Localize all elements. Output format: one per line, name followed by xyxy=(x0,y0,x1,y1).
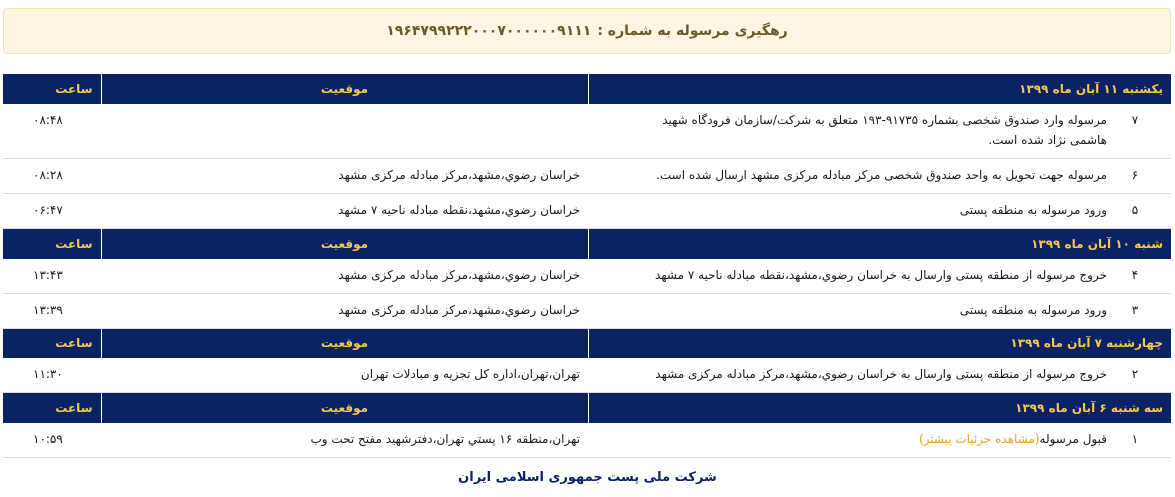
event-location: خراسان رضوي،مشهد،مرکز مبادله مرکزی مشهد xyxy=(101,259,588,294)
event-row xyxy=(3,159,1171,194)
location-column-header: موقعیت xyxy=(101,74,588,104)
location-column-header: موقعیت xyxy=(101,328,588,358)
event-description-cell xyxy=(588,104,1171,159)
day-header-row xyxy=(3,328,1171,358)
event-index: ۳ xyxy=(1131,302,1139,317)
event-description: خروج مرسوله از منطقه پستی وارسال به خراسان رضوي،مشهد،نقطه مبادله ناحيه ۷ مشهد xyxy=(655,267,1107,282)
event-location: خراسان رضوي،مشهد،نقطه مبادله ناحيه ۷ مشهد xyxy=(101,194,588,229)
event-description-cell xyxy=(588,194,1171,229)
event-time: ۰۶:۴۷ xyxy=(3,194,101,229)
time-column-header: ساعت xyxy=(3,229,101,259)
event-description-cell xyxy=(588,293,1171,328)
event-description: قبول مرسوله xyxy=(1039,431,1107,446)
event-location: تهران،منطقه ۱۶ پستي تهران،دفترشهيد مفتح تحت وب xyxy=(101,423,588,458)
event-row xyxy=(3,293,1171,328)
event-description: ورود مرسوله به منطقه پستی xyxy=(959,203,1107,217)
day-date-label: يکشنبه ۱۱ آبان ماه ۱۳۹۹ xyxy=(588,74,1171,104)
day-date-label: سه شنبه ۶ آبان ماه ۱۳۹۹ xyxy=(588,393,1171,423)
footer-company-name: شرکت ملی پست جمهوری اسلامی ایران xyxy=(458,470,717,485)
day-date-label: چهارشنبه ۷ آبان ماه ۱۳۹۹ xyxy=(588,328,1171,358)
day-date-label: شنبه ۱۰ آبان ماه ۱۳۹۹ xyxy=(588,229,1171,259)
event-time: ۰۸:۴۸ xyxy=(3,104,101,159)
time-column-header: ساعت xyxy=(3,328,101,358)
event-time: ۰۸:۲۸ xyxy=(3,159,101,194)
event-index: ۱ xyxy=(1131,431,1139,446)
event-location: تهران،تهران،اداره کل تجزيه و مبادلات تهران xyxy=(101,358,588,393)
event-row xyxy=(3,358,1171,393)
event-row xyxy=(3,104,1171,159)
banner-label: رهگیری مرسوله به شماره : xyxy=(597,23,788,39)
event-description-cell xyxy=(588,423,1171,458)
details-link[interactable]: (مشاهده جزئیات بیشتر) xyxy=(918,431,1040,446)
event-description-cell xyxy=(588,159,1171,194)
location-column-header: موقعیت xyxy=(101,393,588,423)
day-header-row xyxy=(3,74,1171,104)
event-location xyxy=(101,104,588,159)
event-time: ۱۰:۵۹ xyxy=(3,423,101,458)
event-description-cell xyxy=(588,259,1171,294)
event-location: خراسان رضوي،مشهد،مرکز مبادله مرکزی مشهد xyxy=(101,159,588,194)
event-row xyxy=(3,259,1171,294)
event-time: ۱۳:۳۹ xyxy=(3,293,101,328)
event-index: ۴ xyxy=(1131,267,1139,282)
event-row xyxy=(3,194,1171,229)
time-column-header: ساعت xyxy=(3,74,101,104)
event-index: ۵ xyxy=(1131,203,1139,217)
event-description: مرسوله جهت تحویل به واحد صندوق شخصی مرکز مبادله مرکزی مشهد ارسال شده است. xyxy=(656,168,1107,182)
event-row xyxy=(3,423,1171,458)
event-index: ۲ xyxy=(1131,367,1139,381)
event-description: مرسوله وارد صندوق شخصی بشماره ۹۱۷۳۵-۱۹۳ متعلق به شرکت/سازمان فرودگاه شهید هاشمی نژاد شده است. xyxy=(662,113,1107,147)
event-description: ورود مرسوله به منطقه پستی xyxy=(959,302,1107,317)
event-description-cell xyxy=(588,358,1171,393)
tracking-banner xyxy=(3,8,1171,54)
day-header-row xyxy=(3,393,1171,423)
event-index: ۶ xyxy=(1131,168,1139,182)
event-time: ۱۳:۴۳ xyxy=(3,259,101,294)
day-header-row xyxy=(3,229,1171,259)
event-location: خراسان رضوي،مشهد،مرکز مبادله مرکزی مشهد xyxy=(101,293,588,328)
event-description: خروج مرسوله از منطقه پستی وارسال به خراسان رضوي،مشهد،مرکز مبادله مرکزی مشهد xyxy=(655,367,1107,381)
location-column-header: موقعیت xyxy=(101,229,588,259)
event-index: ۷ xyxy=(1131,113,1139,127)
tracking-number: ۱۹۶۴۷۹۹۲۲۲۰۰۰۷۰۰۰۰۰۰۹۱۱۱ xyxy=(386,23,592,39)
event-time: ۱۱:۳۰ xyxy=(3,358,101,393)
tracking-table xyxy=(3,74,1171,458)
time-column-header: ساعت xyxy=(3,393,101,423)
